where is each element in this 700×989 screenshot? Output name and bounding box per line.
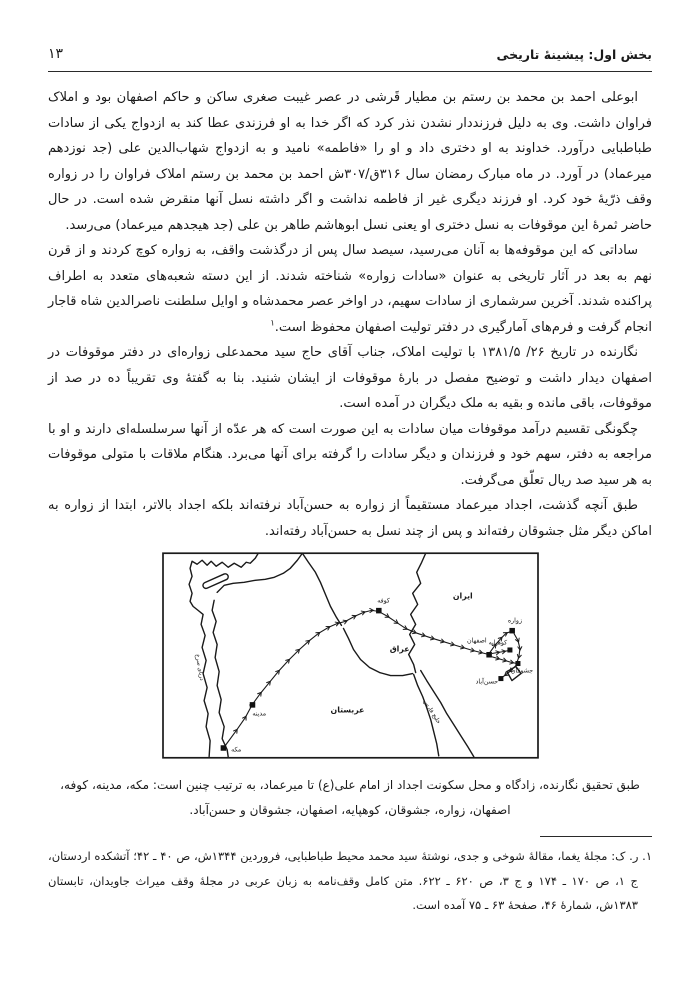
medina-label: مدینه <box>251 710 266 718</box>
persian-gulf-label: خلیج فارس <box>421 698 441 726</box>
hasanabad-marker <box>498 676 503 681</box>
paragraph-4: چگونگی تقسیم درآمد موقوفات میان سادات به این صورت است که هر عدّه از آنها سرسلسله‌ای دارند و او با مراجعه به دفتر، سهم خود و فرزندان و دیگر سادات را گرفته برای آنها می‌برد. هنگام ملاقات با متولی موقوفات به هر سید صد ریال تعلّق می‌گرفت. <box>48 421 652 488</box>
iraq-region-label: عراق <box>389 644 410 654</box>
migration-map <box>162 552 539 759</box>
paragraph-2-text: ساداتی که این موقوفه‌ها به آنان می‌رسید، سیصد سال پس از درگذشت واقف، به زواره کوچ کردند و از قرن نهم به بعد در آثار تاریخی به عنوان «سادات زواره» شناخته شدند. از این دسته شعبه‌های متعدد به اطراف پراکنده شدند. آخرین سرشماری از سادات سهیم، در اواخر عصر محمدشاه و اوایل سلطنت ناصرالدین شاه قاجار انجام گرفت و فرم‌های آمارگیری در دفتر تولیت اصفهان محفوظ است. <box>48 243 652 335</box>
zavareh-label: زواره <box>507 617 522 625</box>
footnote-separator-rule <box>540 836 652 837</box>
paragraph-1: ابوعلی احمد بن محمد بن رستم بن مطیار قَرشی در عصر غیبت صغری ساکن و حاکم اصفهان بود و املاک فراوان داشت. وی به دلیل فرزنددار نشدن نذر کرد که اگر خدا به او فرزندی عطا کند به ازدواج یکی از سادات طباطبایی درآورد. خداوند به او دختری داد و او را «فاطمه» نامید و به ازدواج شهاب‌الدین علی (جد نوزدهم میرعماد) در آورد. در ماه مبارک رمضان سال ۳۱۶ق/۳۰۷ش احمد بن محمد بن رستم املاک فراوان را در زواره وقف ذرّیهٔ خود کرد. او فرزند دیگری غیر از فاطمه نداشت و اگر داشته نسل آنها منقرض شده است. در حال حاضر ثمرهٔ این موقوفات به نسل دختری او یعنی نسل ابوهاشم طاهر بن علی (جد هیجدهم میرعماد) می‌رسد. <box>48 90 652 233</box>
isfahan-label: اصفهان <box>466 637 487 645</box>
syria-iraq-border <box>302 553 341 625</box>
medina-marker <box>249 702 255 708</box>
hasanabad-label: حسن‌آباد <box>475 678 498 686</box>
page-header <box>48 46 652 62</box>
joshoqan-marker <box>515 661 520 666</box>
kuhpayeh-label: کوهپایه <box>488 639 507 647</box>
footnote-reference-mark: ۱ <box>270 318 275 329</box>
route-isfahan-kuhpayeh <box>491 650 508 653</box>
red-sea-east-shore <box>212 600 228 756</box>
joshoqan-label: جشوقان <box>510 667 533 675</box>
cyprus-island <box>202 573 229 590</box>
caption-line-1: طبق تحقیق نگارنده، زادگاه و محل سکونت اجداد از امام علی(ع) تا میرعماد، به ترتیب چنین است: مکه، مدینه، کوفه، <box>60 778 640 792</box>
running-title: بخش اول: پیشینهٔ تاریخی <box>496 47 652 62</box>
iran-iraq-border <box>408 553 425 672</box>
body-text <box>48 85 652 544</box>
kufa-label: کوفه <box>376 597 390 605</box>
figure-caption <box>48 773 652 823</box>
mecca-marker <box>220 745 226 751</box>
paragraph-3: نگارنده در تاریخ ۲۶/ ۱۳۸۱/۵ با تولیت املاک، جناب آقای حاج سید محمدعلی زواره‌ای در دفتر موقوفات در اصفهان دیدار داشت و توضیح مفصل در بارهٔ موقوفات از ایشان شنید. بنا به گفتهٔ وی تقریباً ده در صد از موقوفات، باقی مانده و بقیه به ملک دیگران در آمده است. <box>48 345 652 411</box>
arabia-region-label: عربستان <box>330 705 364 715</box>
paragraph-2 <box>48 238 652 340</box>
page-number: ۱۳ <box>48 46 64 62</box>
zavareh-marker <box>509 628 515 634</box>
route-isfahan-joshoqan <box>490 657 516 664</box>
footnotes-section <box>48 836 652 918</box>
kufa-marker <box>376 608 382 614</box>
mecca-label: مکه <box>230 746 241 754</box>
iran-region-label: ایران <box>452 591 473 601</box>
header-rule <box>48 71 652 72</box>
map-border <box>163 553 538 758</box>
route-zavareh-joshoqan <box>513 633 519 662</box>
map-figure <box>48 552 652 823</box>
footnote-1: ۱. ر. ک: مجلهٔ یغما، مقالهٔ شوخی و جدی، نوشتهٔ سید محمد محیط طباطبایی، فروردین ۱۳۴۴ش، ص ۴۰ ـ ۴۲؛ آتشکده اردستان، ج ۱، ص ۱۷۰ ـ ۱۷۴ و ج ۳، ص ۶۲۰ ـ ۶۲۲. متن کامل وقف‌نامه به زبان عربی در مجلهٔ وقف میراث جاویدان، تابستان ۱۳۸۳ش، شمارهٔ ۴۶، صفحهٔ ۶۳ ـ ۷۵ آمده است. <box>48 849 653 912</box>
isfahan-marker <box>486 652 492 658</box>
route-mecca-medina-kufa <box>225 610 378 745</box>
red-sea-label: دریای سرخ <box>193 653 204 682</box>
kuhpayeh-marker <box>507 647 512 652</box>
turkey-syria-border <box>217 553 302 592</box>
caption-line-2: اصفهان، زواره، جشوقان، کوهپایه، اصفهان، جشوقان و حسن‌آباد. <box>189 803 511 817</box>
paragraph-5: طبق آنچه گذشت، اجداد میرعماد مستقیماً از زواره به حسن‌آباد نرفته‌اند بلکه اجداد بالاتر، ابتدا از زواره به اماکن دیگر مثل جشوقان رفته‌اند و پس از چند نسل به حسن‌آباد رفته‌اند. <box>48 498 652 539</box>
